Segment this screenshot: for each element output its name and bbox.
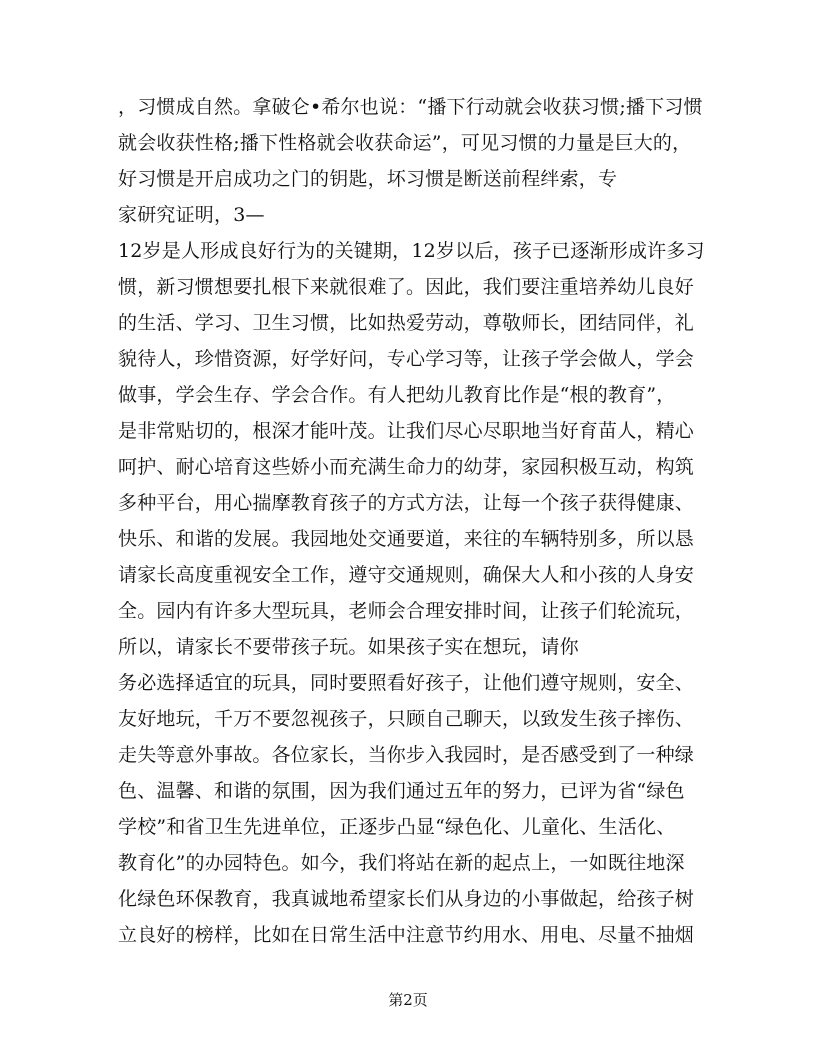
text-line: 化绿色环保教育，我真诚地希望家长们从身边的小事做起，给孩子树 [118,888,695,910]
text-line: 全。园内有许多大型玩具，老师会合理安排时间，让孩子们轮流玩， [118,600,695,622]
text-line: 做事，学会生存、学会合作。有人把幼儿教育比作是“根的教育”， [118,384,676,406]
text-line: 友好地玩，千万不要忽视孩子，只顾自己聊天，以致发生孩子摔伤、 [118,708,695,730]
text-line: 务必选择适宜的玩具，同时要照看好孩子，让他们遵守规则，安全、 [118,672,695,694]
text-line: 家研究证明，3— [118,204,265,226]
text-line: 好习惯是开启成功之门的钥匙，坏习惯是断送前程绊索，专 [118,168,618,190]
text-line: 请家长高度重视安全工作，遵守交通规则，确保大人和小孩的人身安 [118,564,695,586]
text-line: 是非常贴切的，根深才能叶茂。让我们尽心尽职地当好育苗人，精心 [118,420,695,442]
text-line: 色、温馨、和谐的氛围，因为我们通过五年的努力，已评为省“绿色 [118,780,685,802]
text-line: 的生活、学习、卫生习惯，比如热爱劳动，尊敬师长，团结同伴，礼 [118,312,695,334]
text-line: 快乐、和谐的发展。我园地处交通要道，来往的车辆特别多，所以恳 [118,528,695,550]
text-line: 所以，请家长不要带孩子玩。如果孩子实在想玩，请你 [118,636,579,658]
text-line: 立良好的榜样，比如在日常生活中注意节约用水、用电、尽量不抽烟 [118,924,695,946]
text-line: 惯，新习惯想要扎根下来就很难了。因此，我们要注重培养幼儿良好 [118,276,695,298]
text-line: ，习惯成自然。拿破仑•希尔也说：“播下行动就会收获习惯;播下习惯 [118,96,703,118]
text-line: 多种平台，用心揣摩教育孩子的方式方法，让每一个孩子获得健康、 [118,492,695,514]
page-number: 第2页 [388,991,428,1009]
text-line: 学校”和省卫生先进单位，正逐步凸显“绿色化、儿童化、生活化、 [118,816,676,838]
text-line: 12岁是人形成良好行为的关键期，12岁以后，孩子已逐渐形成许多习 [118,240,705,262]
text-line: 呵护、耐心培育这些娇小而充满生命力的幼芽，家园积极互动，构筑 [118,456,695,478]
text-line: 走失等意外事故。各位家长，当你步入我园时，是否感受到了一种绿 [118,744,695,766]
text-line: 教育化”的办园特色。如今，我们将站在新的起点上，一如既往地深 [118,852,685,874]
text-line: 貌待人，珍惜资源，好学好问，专心学习等，让孩子学会做人，学会 [118,348,695,370]
text-line: 就会收获性格;播下性格就会收获命运”，可见习惯的力量是巨大的， [118,132,692,154]
